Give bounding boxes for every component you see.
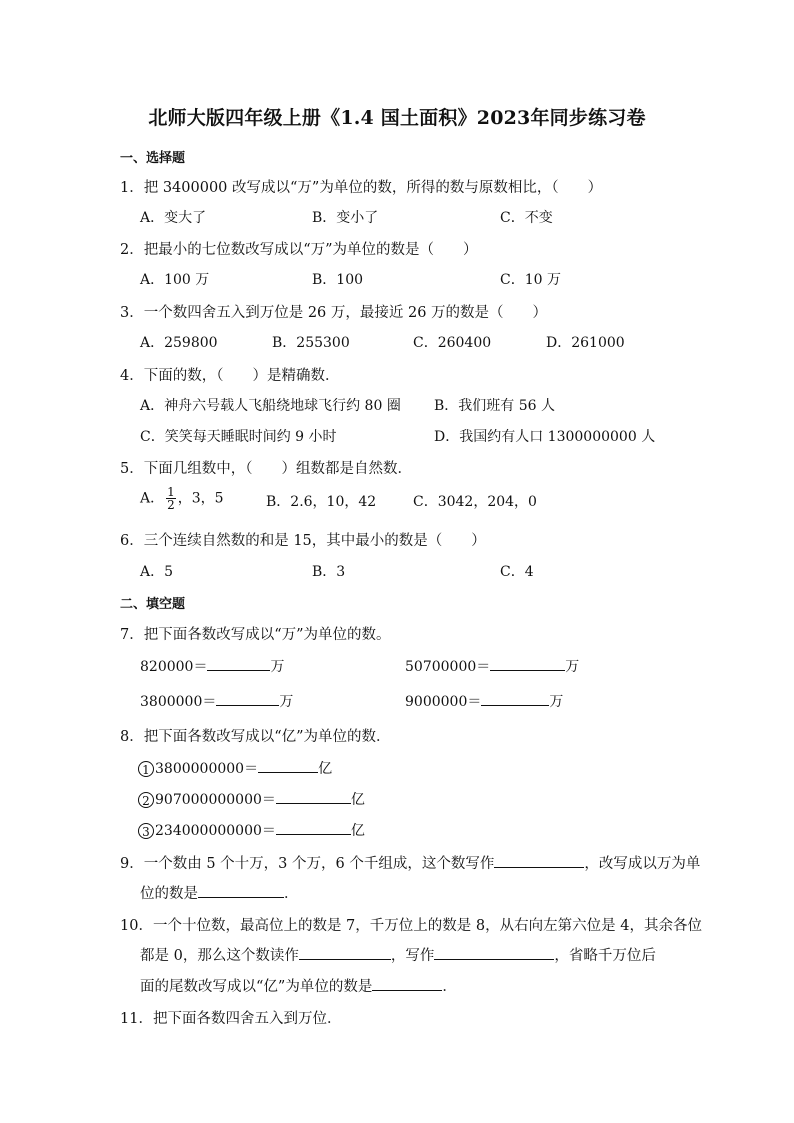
- q8-item-2: [138, 789, 365, 809]
- q7-item-1-number: 820000＝: [140, 659, 208, 675]
- answer-blank[interactable]: [494, 853, 584, 868]
- fraction: [166, 486, 176, 511]
- question-10-line-3: [140, 975, 457, 996]
- q5-option-a-rest: ，3，5: [177, 490, 224, 507]
- fraction-numerator: 1: [167, 485, 175, 499]
- q5-option-c: C．3042，204，0: [413, 494, 537, 510]
- q4-option-d: D．我国约有人口 1300000000 人: [434, 429, 656, 445]
- q4-option-c: C．笑笑每天睡眠时间约 9 小时: [140, 429, 337, 445]
- answer-blank[interactable]: [299, 945, 391, 960]
- section-choice-heading: 一、选择题: [120, 151, 186, 166]
- q7-item-4-unit: 万: [549, 694, 564, 710]
- question-7: 7．把下面各数改写成以“万”为单位的数。: [120, 627, 391, 643]
- q7-item-3-number: 3800000＝: [140, 694, 217, 710]
- q7-item-1-unit: 万: [270, 659, 285, 675]
- question-1: 1．把 3400000 改写成以“万”为单位的数，所得的数与原数相比，（ ）: [120, 180, 603, 196]
- q9-text-3: 位的数是: [140, 886, 198, 902]
- q8-item-3-number: 234000000000＝: [155, 823, 276, 839]
- q3-option-c: C．260400: [413, 335, 492, 351]
- q9-text-1: 9．一个数由 5 个十万，3 个万，6 个千组成，这个数写作: [120, 856, 495, 872]
- q10-text-2: ，写作: [390, 948, 435, 964]
- q8-item-2-number: 907000000000＝: [155, 792, 276, 808]
- answer-blank[interactable]: [258, 758, 318, 773]
- q8-item-1: [138, 758, 332, 778]
- q10-text-4: 面的尾数改写成以“亿”为单位的数是: [140, 979, 373, 995]
- q10-text-5: ．: [442, 979, 457, 995]
- page-title: 北师大版四年级上册《1.4 国土面积》2023年同步练习卷: [148, 107, 646, 129]
- q8-item-1-unit: 亿: [318, 761, 333, 777]
- q2-option-a: A．100 万: [140, 272, 210, 288]
- answer-blank[interactable]: [216, 691, 279, 706]
- q2-option-c: C．10 万: [500, 272, 561, 288]
- q1-option-a: A．变大了: [140, 210, 207, 226]
- answer-blank[interactable]: [198, 883, 284, 898]
- q7-item-2: [405, 656, 579, 676]
- question-10-line-1: 10．一个十位数，最高位上的数是 7，千万位上的数是 8，从右向左第六位是 4，其余各位: [120, 918, 702, 934]
- question-3: 3．一个数四舍五入到万位是 26 万，最接近 26 万的数是（ ）: [120, 305, 548, 321]
- q6-option-c: C．4: [500, 564, 534, 580]
- circled-number: 3: [138, 823, 154, 839]
- q8-item-2-unit: 亿: [350, 792, 365, 808]
- question-5: 5．下面几组数中，（ ）组数都是自然数．: [120, 461, 412, 477]
- q9-text-4: ．: [284, 886, 299, 902]
- q2-option-b: B．100: [312, 272, 364, 288]
- q10-text-1: 都是 0，那么这个数读作: [140, 948, 299, 964]
- question-9-line-2: [140, 882, 299, 903]
- q5-option-b: B．2.6，10，42: [266, 494, 377, 510]
- q4-option-a: A．神舟六号载人飞船绕地球飞行约 80 圈: [140, 398, 401, 414]
- question-9-line-1: [120, 852, 700, 873]
- q7-item-4: [405, 691, 563, 711]
- answer-blank[interactable]: [276, 789, 351, 804]
- fraction-denominator: 2: [167, 498, 175, 512]
- answer-blank[interactable]: [372, 976, 442, 991]
- q6-option-a: A．5: [140, 564, 174, 580]
- q7-item-2-unit: 万: [565, 659, 580, 675]
- q1-option-b: B．变小了: [312, 210, 379, 226]
- q3-option-a: A．259800: [140, 335, 218, 351]
- answer-blank[interactable]: [207, 656, 270, 671]
- q5-option-a-label: A．: [140, 490, 165, 507]
- q8-item-3: [138, 820, 365, 840]
- q7-item-3: [140, 691, 293, 711]
- q7-item-1: [140, 656, 284, 676]
- circled-number: 2: [138, 792, 154, 808]
- q3-option-b: B．255300: [272, 335, 350, 351]
- question-6: 6．三个连续自然数的和是 15，其中最小的数是（ ）: [120, 533, 486, 549]
- q8-item-1-number: 3800000000＝: [155, 761, 259, 777]
- question-10-line-2: [140, 944, 656, 965]
- question-8: 8．把下面各数改写成以“亿”为单位的数．: [120, 729, 391, 745]
- q7-item-2-number: 50700000＝: [405, 659, 491, 675]
- q7-item-4-number: 9000000＝: [405, 694, 482, 710]
- q8-item-3-unit: 亿: [350, 823, 365, 839]
- q6-option-b: B．3: [312, 564, 346, 580]
- q1-option-c: C．不变: [500, 210, 553, 226]
- q5-option-a: [140, 486, 224, 511]
- answer-blank[interactable]: [276, 820, 351, 835]
- q9-text-2: ，改写成以万为单: [584, 856, 701, 872]
- answer-blank[interactable]: [481, 691, 549, 706]
- q4-option-b: B．我们班有 56 人: [434, 398, 556, 414]
- section-fill-heading: 二、填空题: [120, 597, 186, 612]
- answer-blank[interactable]: [490, 656, 565, 671]
- q7-item-3-unit: 万: [279, 694, 294, 710]
- question-2: 2．把最小的七位数改写成以“万”为单位的数是（ ）: [120, 242, 478, 258]
- q3-option-d: D．261000: [546, 335, 625, 351]
- answer-blank[interactable]: [434, 945, 554, 960]
- circled-number: 1: [138, 761, 154, 777]
- question-4: 4．下面的数，（ ）是精确数．: [120, 368, 340, 384]
- question-11: 11．把下面各数四舍五入到万位．: [120, 1011, 342, 1027]
- q10-text-3: ，省略千万位后: [554, 948, 656, 964]
